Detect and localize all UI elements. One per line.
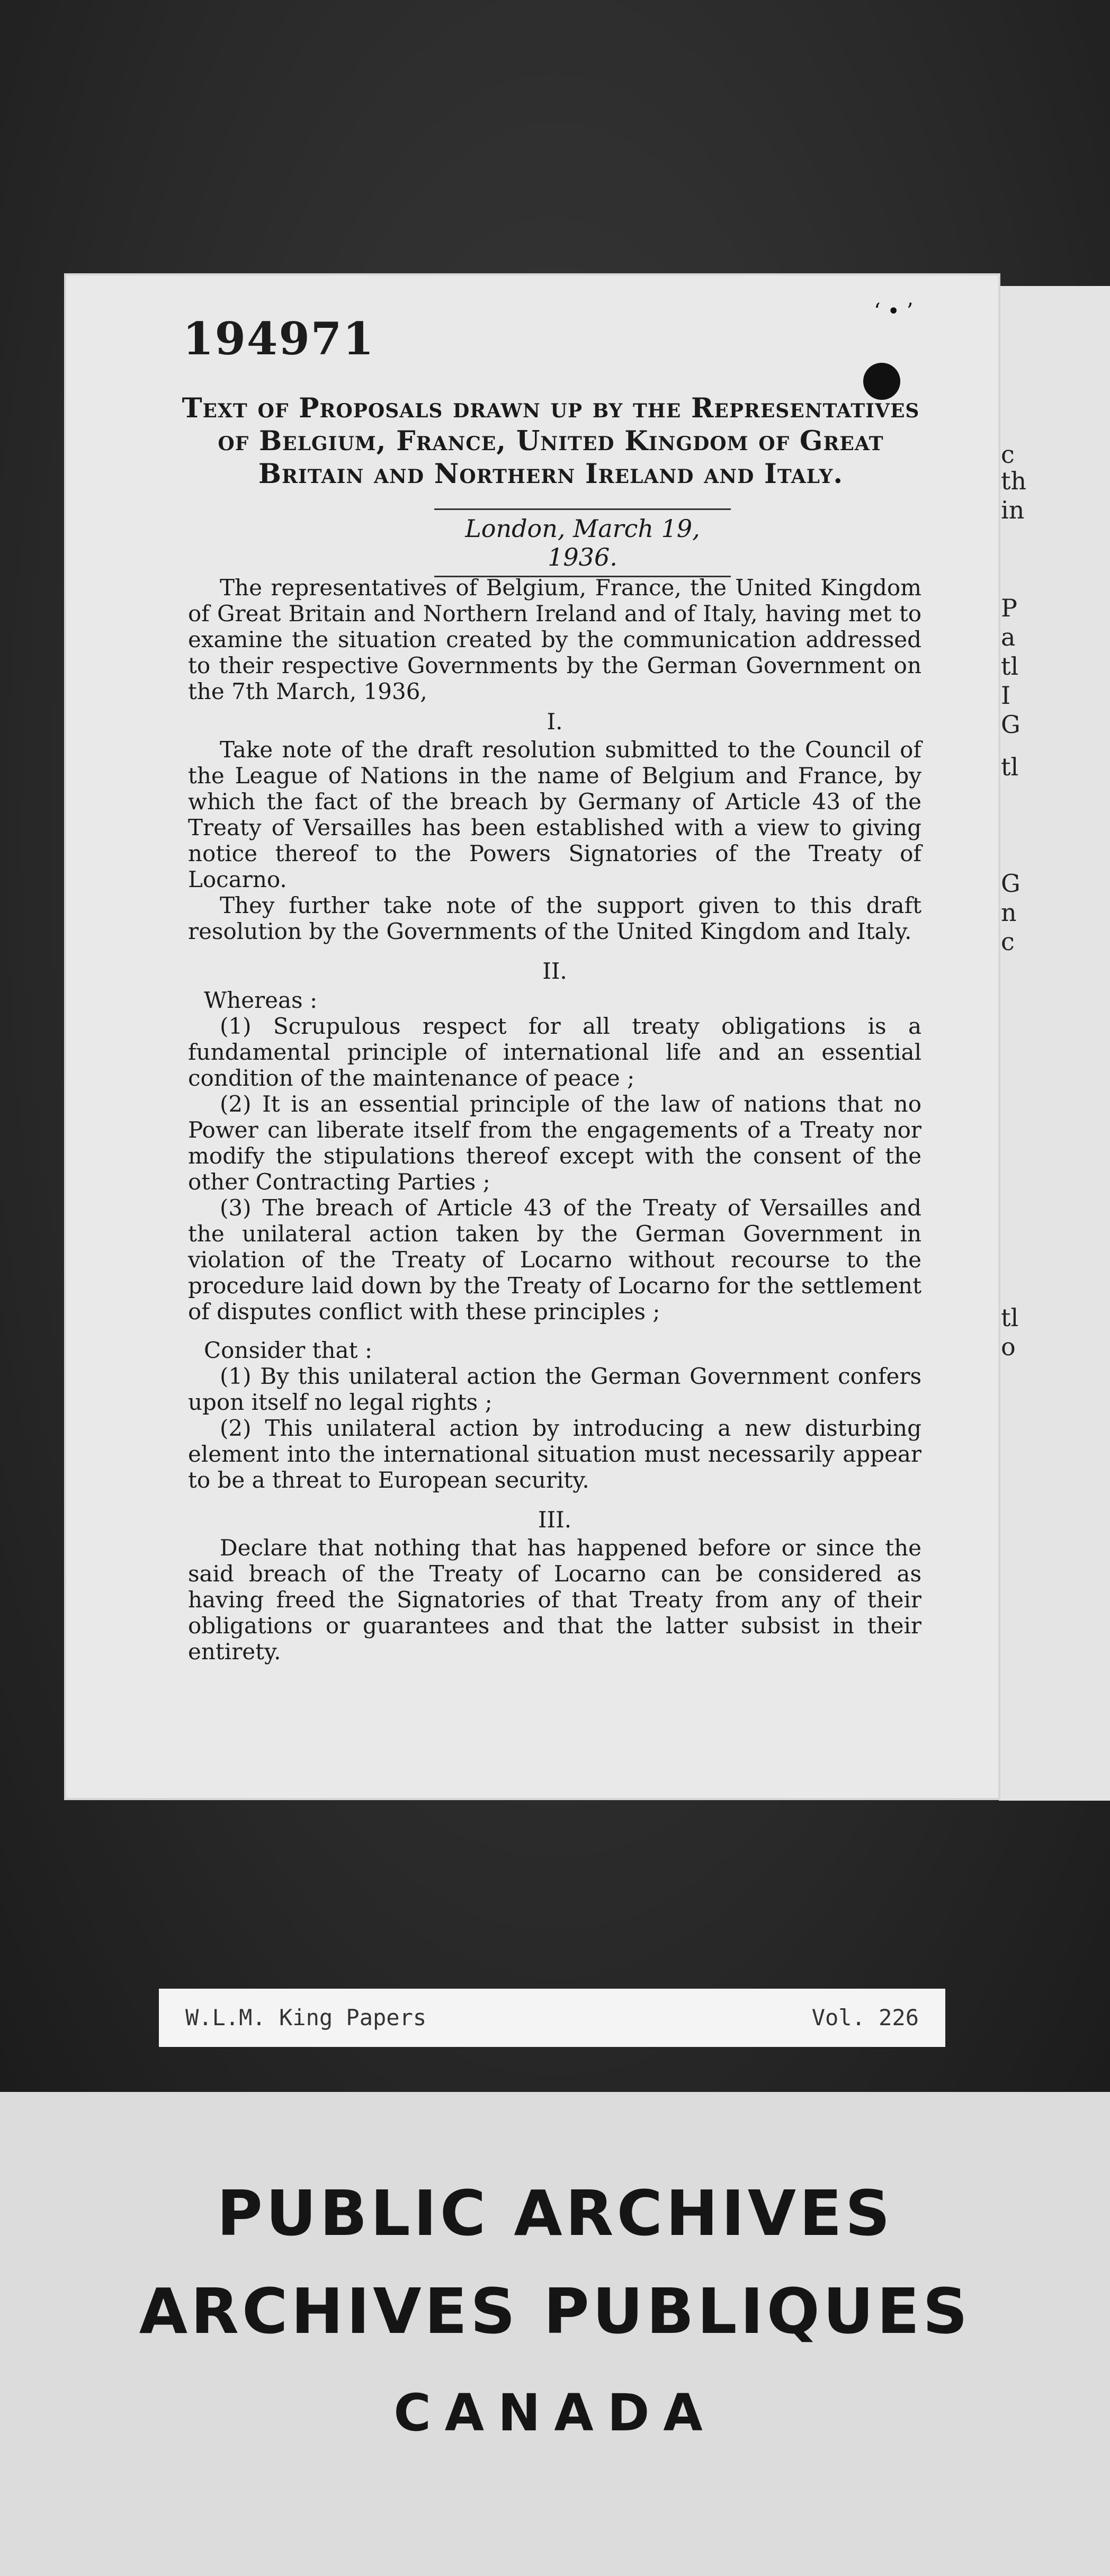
fragment: tl [1001, 1303, 1019, 1332]
fragment: n [1001, 898, 1017, 927]
title-line: of Belgium, France, United Kingdom of Great [218, 425, 884, 457]
archives-line-3: CANADA [393, 2383, 717, 2443]
title-line: Britain and Northern Ireland and Italy. [258, 458, 844, 490]
whereas-label: Whereas : [204, 987, 318, 1013]
title-line: Text of Proposals drawn up by the Representatives [182, 392, 920, 424]
document-number: 194971 [183, 312, 375, 365]
margin-marks: ‘ • ’ [874, 299, 914, 324]
clause: (3) The breach of Article 43 of the Treaty of Versailles and the unilateral action taken by the German Government in violation of the Treaty of Locarno without recourse to the procedure laid down by the Treaty of Locarno for the settlement of disputes conflict with these principles ; [188, 1195, 921, 1325]
collection-label [159, 1989, 945, 2047]
fragment: in [1001, 496, 1025, 524]
clause: (1) By this unilateral action the German Government confers upon itself no legal rights ; [188, 1363, 921, 1415]
collection-name: W.L.M. King Papers [185, 2005, 427, 2031]
fragment: o [1001, 1332, 1016, 1361]
paragraph: Declare that nothing that has happened before or since the said breach of the Treaty of Locarno can be considered as having freed the Signatories of that Treaty from any of their obligations or guarantees and that the latter subsist in their entirety. [188, 1535, 921, 1665]
archives-line-2: ARCHIVES PUBLIQUES [139, 2275, 971, 2348]
consider-label: Consider that : [204, 1337, 372, 1363]
fragment: P [1001, 594, 1017, 622]
fragment: G [1001, 710, 1021, 739]
fragment: I [1001, 681, 1011, 710]
fragment: G [1001, 869, 1021, 898]
clause: (1) Scrupulous respect for all treaty obligations is a fundamental principle of international life and an essential condition of the maintenance of peace ; [188, 1013, 921, 1091]
adjacent-page-edge [996, 286, 1110, 1801]
document-date [434, 508, 731, 577]
clause: (2) This unilateral action by introducing a new disturbing element into the international situation must necessarily appear to be a threat to European security. [188, 1415, 921, 1493]
date-text: London, March 19, 1936. [465, 514, 700, 571]
paragraph: Take note of the draft resolution submitted to the Council of the League of Nations in the name of Belgium and France, by which the fact of the breach by Germany of Article 43 of the Treaty of Versailles has been established with a view to giving notice thereof to the Powers Signatories of the Treaty of Locarno. [188, 737, 921, 892]
fragment: c [1001, 927, 1015, 956]
fragment: a [1001, 623, 1016, 651]
section-heading: II. [542, 958, 567, 984]
document-body [188, 575, 921, 1665]
intro-paragraph: The representatives of Belgium, France, the United Kingdom of Great Britain and Northern Ireland and of Italy, having met to examine the situation created by the communication addressed to their respective Governments by the German Government on the 7th March, 1936, [188, 575, 921, 704]
volume-number: Vol. 226 [811, 2005, 919, 2031]
clause: (2) It is an essential principle of the law of nations that no Power can liberate itself from the engagements of a Treaty nor modify the stipulations thereof except with the consent of the other Contracting Parties ; [188, 1091, 921, 1195]
archives-line-1: PUBLIC ARCHIVES [217, 2177, 893, 2250]
fragment: th [1001, 467, 1027, 495]
document-title [169, 392, 932, 490]
section-heading: III. [538, 1507, 572, 1533]
paragraph: They further take note of the support given to this draft resolution by the Governments of the United Kingdom and Italy. [188, 892, 921, 944]
fragment: tl [1001, 652, 1019, 681]
fragment: tl [1001, 753, 1019, 781]
section-heading: I. [547, 709, 563, 735]
fragment: c [1001, 440, 1015, 469]
